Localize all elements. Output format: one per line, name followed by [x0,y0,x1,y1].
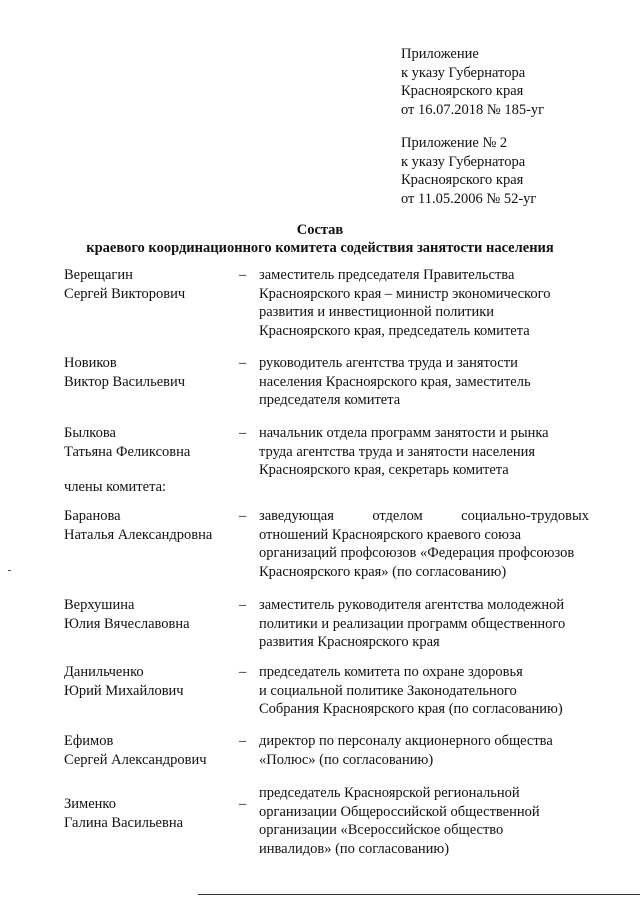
member-surname: Баранова [64,508,121,524]
role-line: председатель комитета по охране здоровья [259,664,523,680]
member-role [259,354,589,410]
member-name [64,354,234,391]
member-given-name: Юлия Вячеславовна [64,615,190,632]
role-line: заместитель руководителя агентства молодежной [259,597,565,613]
role-line: Красноярского края» (по согласованию) [259,563,507,580]
member-surname: Былкова [64,425,116,441]
role-line: председателя комитета [259,392,401,408]
member-role [259,596,589,652]
dash-separator: – [239,664,247,680]
scan-speck [8,570,11,571]
annex-line: Приложение № 2 [401,135,508,151]
member-given-name: Татьяна Феликсовна [64,443,191,460]
member-role [259,732,589,769]
role-line: инвалидов» (по согласованию) [259,840,450,857]
member-surname: Верещагин [64,267,133,283]
annex-line: от 16.07.2018 № 185-уг [401,101,545,118]
member-role [259,663,589,719]
role-line: организации «Всероссийское общество [259,822,504,838]
member-name [64,795,234,832]
role-line: Красноярского края, секретарь комитета [259,462,509,478]
dash-separator: – [239,425,247,441]
member-role [259,507,589,581]
role-line: организации Общероссийской общественной [259,803,540,820]
dash-separator: – [239,796,247,812]
member-surname: Верхушина [64,597,135,613]
member-surname: Данильченко [64,664,144,680]
scan-edge-line [198,894,640,895]
role-line: начальник отдела программ занятости и рынка [259,425,549,441]
annex-line: Приложение [401,46,479,62]
role-line: Собрания Красноярского края (по согласованию) [259,701,563,717]
role-line: развития и инвестиционной политики [259,304,495,320]
annex-header-original [401,134,536,208]
role-line: политики и реализации программ общественного [259,615,566,632]
member-given-name: Сергей Викторович [64,285,186,302]
dash-separator: – [239,508,247,524]
member-role [259,784,589,858]
member-role [259,266,589,340]
annex-line: Красноярского края [401,172,524,188]
role-line: руководитель агентства труда и занятости [259,355,518,371]
member-given-name: Юрий Михайлович [64,682,184,699]
role-line: председатель Красноярской региональной [259,785,520,801]
member-name [64,732,234,769]
member-surname: Зименко [64,796,116,812]
annex-line: Красноярского края [401,83,524,99]
member-name [64,663,234,700]
role-line: Красноярского края – министр экономического [259,285,551,302]
title-line-1: Состав [296,222,344,238]
document-title [40,221,600,257]
role-line: заместитель председателя Правительства [259,267,515,283]
role-line: организаций профсоюзов «Федерация профсоюзов [259,545,575,561]
role-line: «Полюс» (по согласованию) [259,751,434,768]
member-given-name: Сергей Александрович [64,751,207,768]
member-surname: Новиков [64,355,117,371]
member-name [64,266,234,303]
member-given-name: Виктор Васильевич [64,373,186,390]
annex-header-current [401,45,544,119]
member-surname: Ефимов [64,733,114,749]
member-given-name: Галина Васильевна [64,814,184,831]
title-line-2: краевого координационного комитета содействия занятости населения [86,240,554,256]
role-line: отношений Красноярского краевого союза [259,526,522,543]
annex-line: к указу Губернатора [401,153,526,170]
annex-line: к указу Губернатора [401,64,526,81]
member-name [64,424,234,461]
role-line: Красноярского края, председатель комитета [259,322,530,339]
dash-separator: – [239,733,247,749]
dash-separator: – [239,267,247,283]
members-label: члены комитета: [64,479,167,495]
dash-separator: – [239,355,247,371]
annex-line: от 11.05.2006 № 52-уг [401,190,537,207]
role-line: заведующая отделом социально-трудовых [259,508,589,524]
member-role [259,424,589,480]
role-line: населения Красноярского края, заместитель [259,373,531,390]
member-name [64,596,234,633]
member-name [64,507,234,544]
role-line: развития Красноярского края [259,634,440,650]
role-line: и социальной политике Законодательного [259,682,517,699]
role-line: директор по персоналу акционерного общества [259,733,553,749]
member-given-name: Наталья Александровна [64,526,213,543]
dash-separator: – [239,597,247,613]
role-line: труда агентства труда и занятости населения [259,443,536,460]
